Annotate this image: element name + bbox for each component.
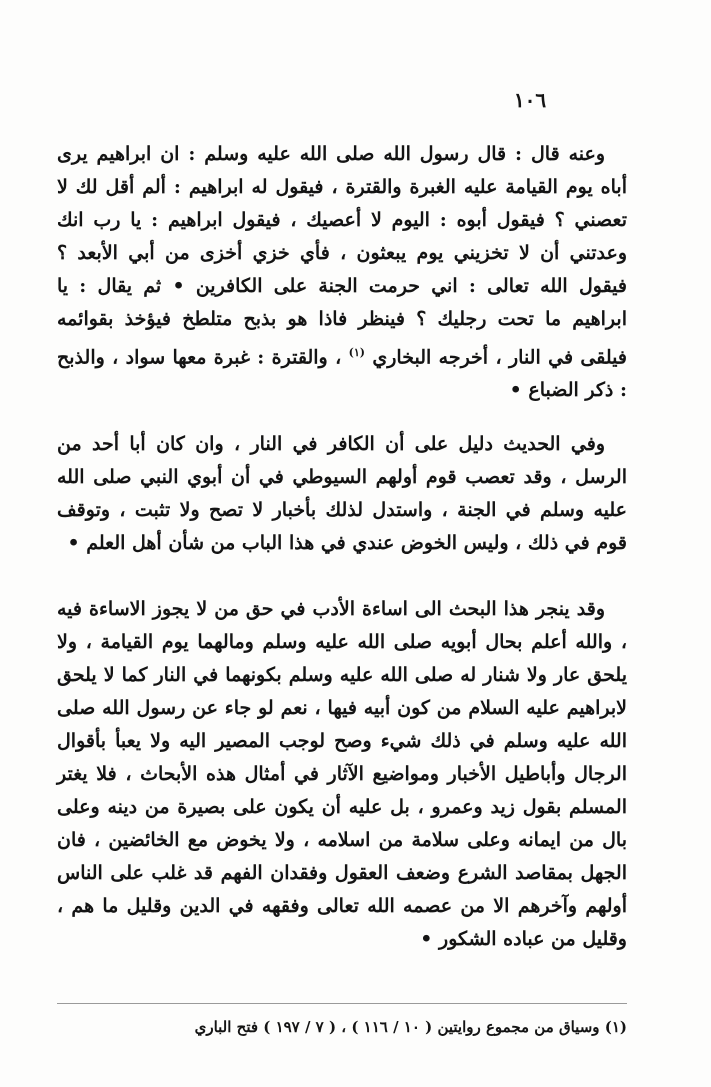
footnote-divider bbox=[57, 1003, 627, 1004]
page-number: ١٠٦ bbox=[513, 88, 547, 112]
paragraph-text-main: وعنه قال : قال رسول الله صلى الله عليه وسلم : ان ابراهيم يرى أباه يوم القيامة عليه الغبرة والقترة ، فيقول له ابراهيم : ألم أقل لك لا تعصني ؟ فيقول أبوه : اليوم لا أعصيك ، فيقول ابراهيم : يا رب انك وعدتني أن لا تخزيني يوم يبعثون ، فأي خزي أخزى من أبي الأبعد ؟ فيقول الله تعالى : اني حرمت الجنة على الكافرين • ثم يقال : يا ابراهيم ما تحت رجليك ؟ فينظر فاذا هو بذبح متلطخ فيؤخذ بقوائمه فيلقى في النار ، أخرجه البخاري bbox=[57, 143, 627, 369]
paragraph-text bbox=[57, 138, 627, 407]
paragraph-hadith bbox=[57, 138, 627, 407]
paragraph-discussion bbox=[57, 593, 627, 956]
paragraph-text: وفي الحديث دليل على أن الكافر في النار ، وان كان أبا أحد من الرسل ، وقد تعصب قوم أولهم السيوطي في أن أبوي النبي صلى الله عليه وسلم في الجنة ، واستدل لذلك بأخبار لا تصح ولا تثبت ، وتوقف قوم في ذلك ، وليس الخوض عندي في هذا الباب من شأن أهل العلم • bbox=[57, 433, 627, 554]
footnote-reference: (١) bbox=[348, 346, 365, 359]
paragraph-text-continued: ، والقترة : غبرة معها سواد ، والذبح : ذكر الضباع • bbox=[57, 346, 627, 402]
paragraph-text: وقد ينجر هذا البحث الى اساءة الأدب في حق من لا يجوز الاساءة فيه ، والله أعلم بحال أبويه صلى الله عليه وسلم ومالهما يوم القيامة ، ولا يلحق عار ولا شنار له صلى الله عليه وسلم بكونهما في النار كما لا يلحق لابراهيم عليه السلام من كون أبيه فيها ، نعم لو جاء عن رسول الله صلى الله عليه وسلم في ذلك شيء وصح لوجب المصير اليه ولا يعبأ بأقوال الرجال وأباطيل الأخبار ومواضيع الآثار في أمثال هذه الأبحاث ، فلا يغتر المسلم بقول زيد وعمرو ، بل عليه أن يكون على بصيرة من دينه وعلى بال من ايمانه وعلى سلامة من اسلامه ، ولا يخوض مع الخائضين ، فان الجهل بمقاصد الشرع وضعف العقول وفقدان الفهم قد غلب على الناس أولهم وآخرهم الا من عصمه الله تعالى وفقهه في الدين وقليل ما هم ، وقليل من عباده الشكور • bbox=[57, 598, 627, 950]
footnote: (١) وسياق من مجموع روايتين ( ١٠ / ١١٦ ) ، ( ٧ / ١٩٧ ) فتح الباري bbox=[194, 1018, 627, 1036]
paragraph-commentary bbox=[57, 428, 627, 560]
